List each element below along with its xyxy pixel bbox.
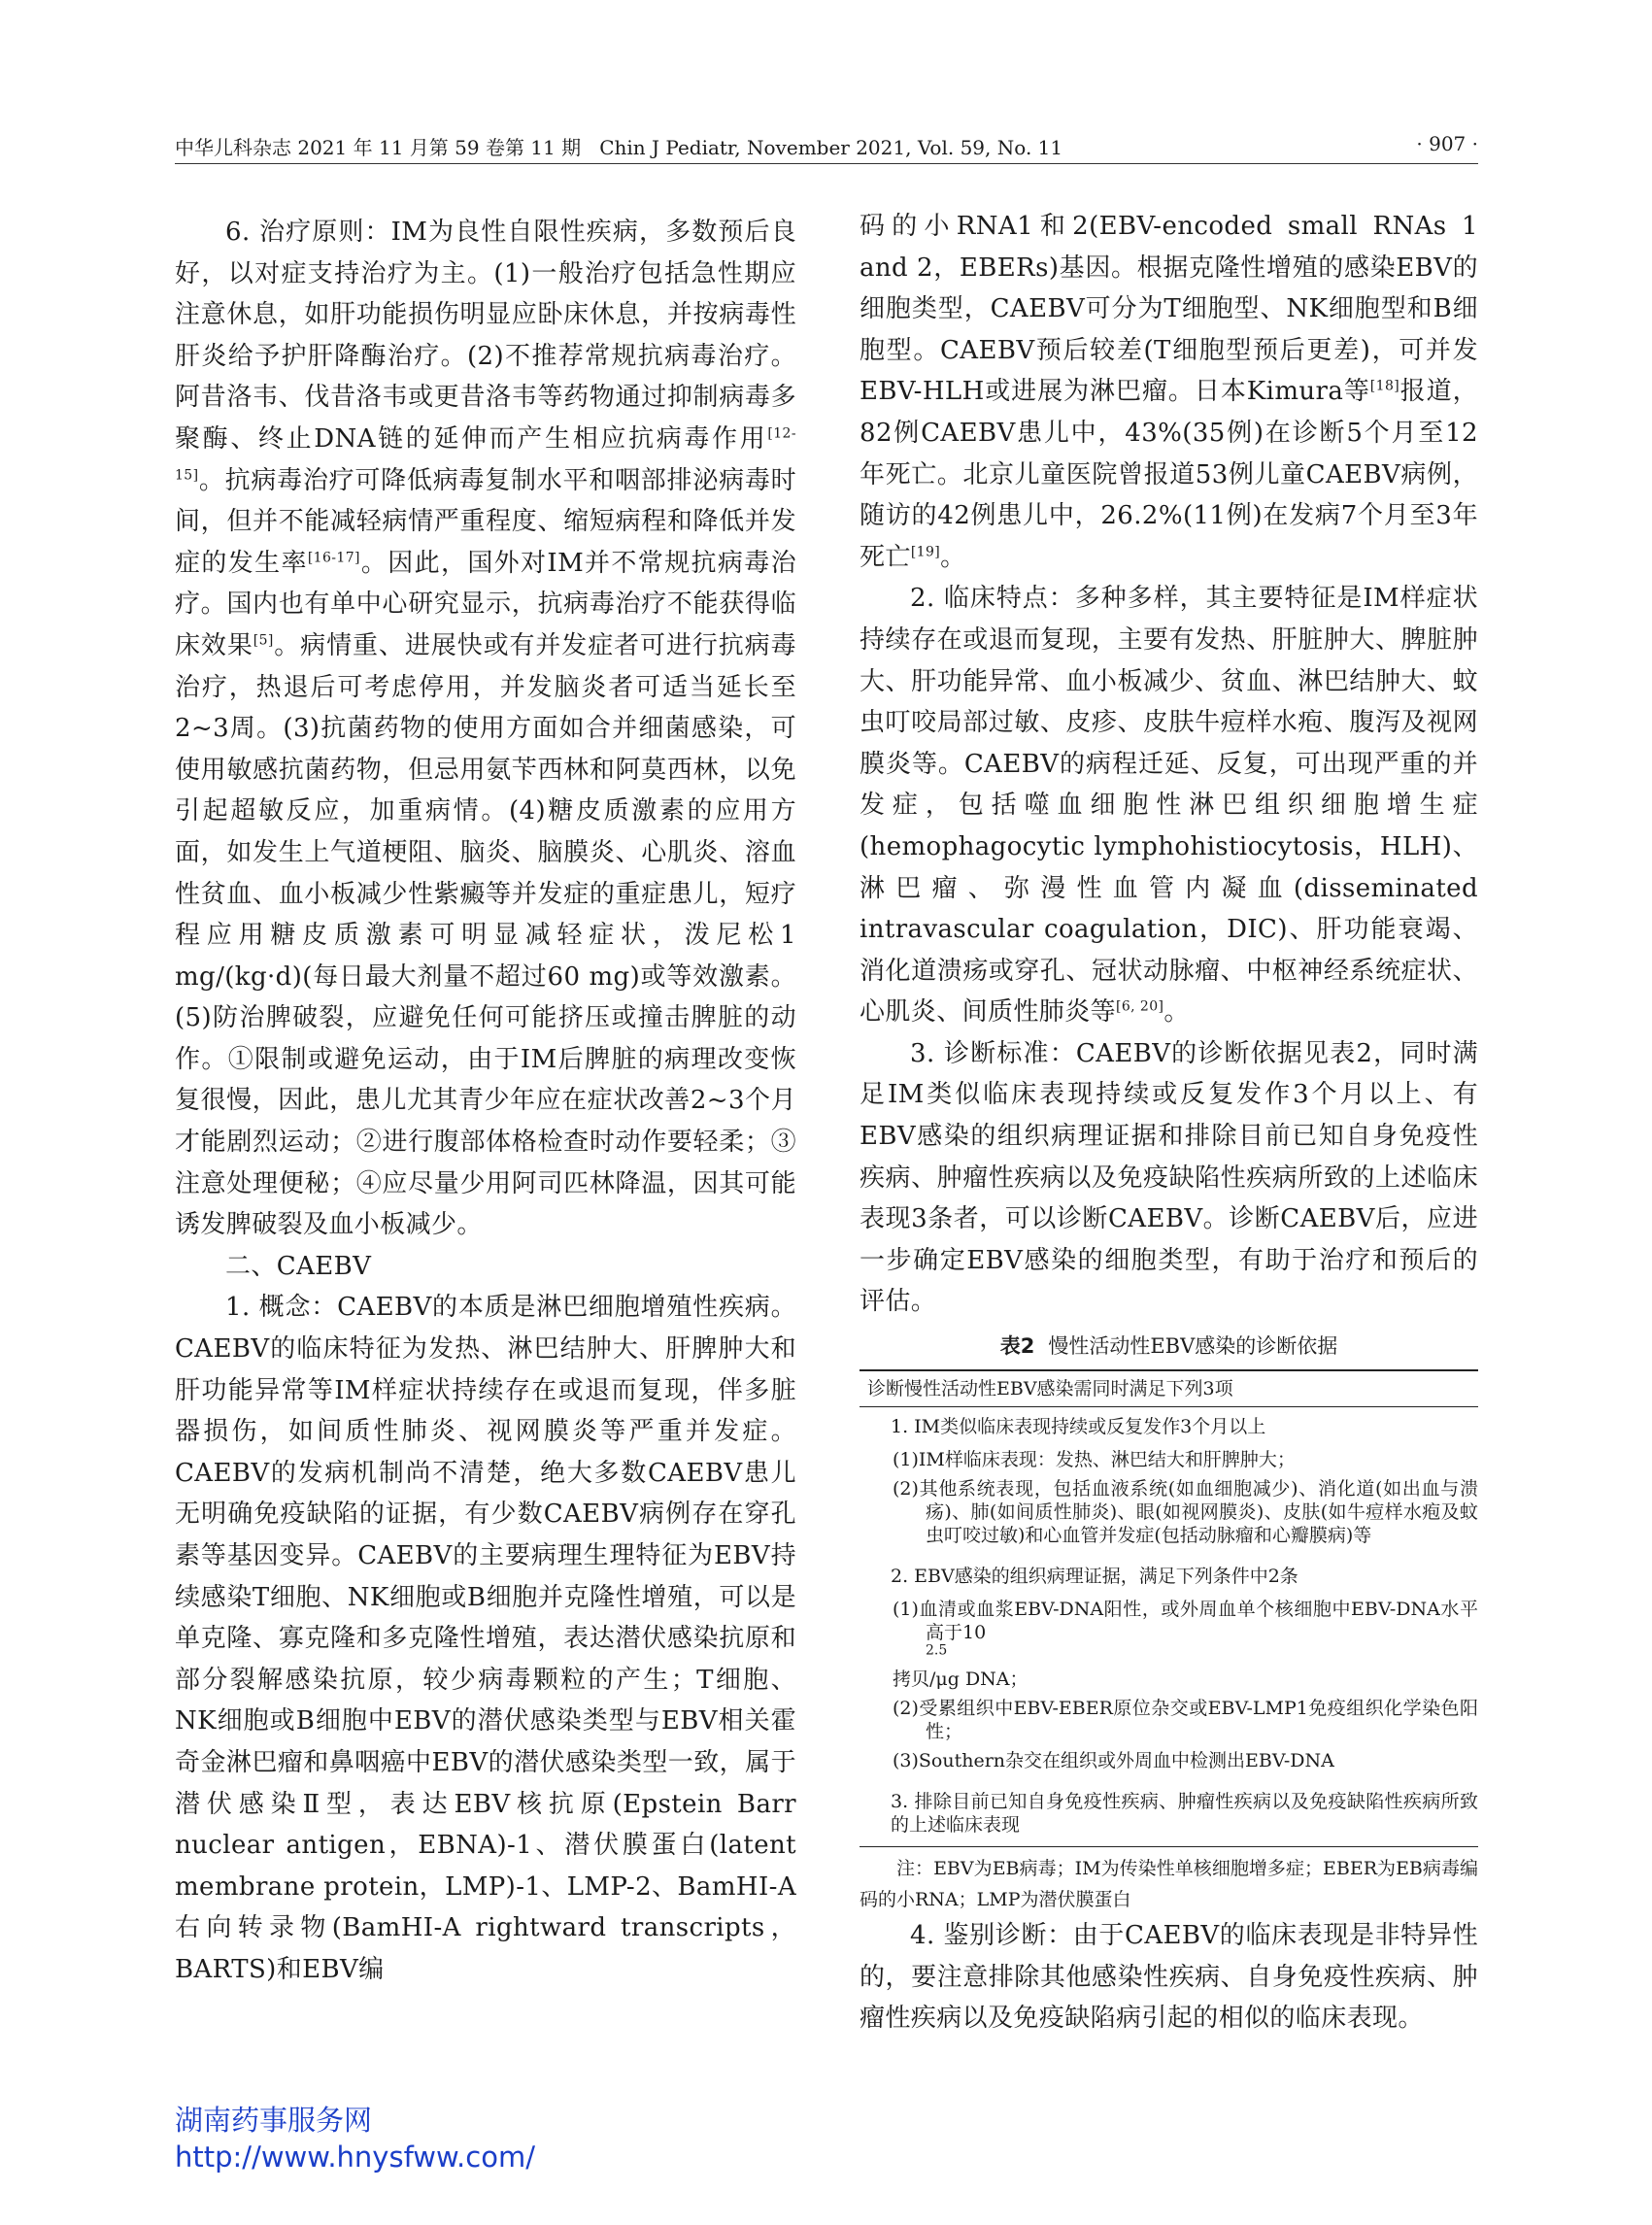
table-caption (860, 1334, 1478, 1358)
paragraph-clinical-features: 2. 临床特点：多种多样，其主要特征是IM样症状持续存在或退而复现，主要有发热、肝脏肿大、脾脏肿大、肝功能异常、血小板减少、贫血、淋巴结肿大、蚊虫叮咬局部过敏、皮疹、皮肤牛痘样水疱、腹泻及视网膜炎等。CAEBV的病程迁延、反复，可出现严重的并发症，包括噬血细胞性淋巴组织细胞增生症(hemophagocytic lymphohistiocytosis，HLH)、淋巴瘤、弥漫性血管内凝血(disseminated intravascular coagulation，DIC)、肝功能衰竭、消化道溃疡或穿孔、冠状动脉瘤、中枢神经系统症状、心肌炎、间质性肺炎等[6, 20]。 (860, 584, 1478, 1028)
table-item-2: 2. EBV感染的组织病理证据，满足下列条件中2条 (891, 1566, 1298, 1588)
table-label: 表2 (999, 1334, 1035, 1359)
page-number: · 907 · (1416, 132, 1478, 155)
right-column (860, 206, 1478, 2040)
table-title: 慢性活动性EBV感染的诊断依据 (1048, 1334, 1338, 1359)
table-subitem: (2)受累组织中EBV-EBER原位杂交或EBV-LMP1免疫组织化学染色阳性； (893, 1698, 1478, 1743)
left-column (175, 212, 796, 1991)
table-subitem: (2)其他系统表现，包括血液系统(如血细胞减少)、消化道(如出血与溃疡)、肺(如间质性肺炎)、眼(如视网膜炎)、皮肤(如牛痘样水疱及蚊虫叮咬过敏)和心血管并发症(包括动脉瘤和心瓣膜病)等 (893, 1478, 1478, 1547)
citation-ref: [12-15] (175, 425, 796, 483)
citation-ref: [16-17] (307, 550, 360, 566)
citation-ref: [18] (1369, 378, 1400, 394)
journal-citation (175, 132, 1062, 160)
table-bottom-rule (860, 1846, 1478, 1847)
journal-name-cn: 中华儿科杂志 2021 年 11 月第 59 卷第 11 期 (175, 136, 582, 159)
watermark-url[interactable]: http://www.hnysfww.com/ (175, 2141, 535, 2174)
section-heading: 二、CAEBV (225, 1251, 372, 1281)
paragraph-treatment: 6. 治疗原则：IM为良性自限性疾病，多数预后良好，以对症支持治疗为主。(1)一般治疗包括急性期应注意休息，如肝功能损伤明显应卧床休息，并按病毒性肝炎给予护肝降酶治疗。(2)不推荐常规抗病毒治疗。阿昔洛韦、伐昔洛韦或更昔洛韦等药物通过抑制病毒多聚酶、终止DNA链的延伸而产生相应抗病毒作用[12-15]。抗病毒治疗可降低病毒复制水平和咽部排泌病毒时间，但并不能减轻病情严重程度、缩短病程和降低并发症的发生率[16-17]。因此，国外对IM并不常规抗病毒治疗。国内也有单中心研究显示，抗病毒治疗不能获得临床效果[5]。病情重、进展快或有并发症者可进行抗病毒治疗，热退后可考虑停用，并发脑炎者可适当延长至2~3周。(3)抗菌药物的使用方面如合并细菌感染，可使用敏感抗菌药物，但忌用氨苄西林和阿莫西林，以免引起超敏反应，加重病情。(4)糖皮质激素的应用方面，如发生上气道梗阻、脑炎、脑膜炎、心肌炎、溶血性贫血、血小板减少性紫癜等并发症的重症患儿，短疗程应用糖皮质激素可明显减轻症状，泼尼松1 mg/(kg·d)(每日最大剂量不超过60 mg)或等效激素。(5)防治脾破裂，应避免任何可能挤压或撞击脾脏的动作。①限制或避免运动，由于IM后脾脏的病理改变恢复很慢，因此，患儿尤其青少年应在症状改善2~3个月才能剧烈运动；②进行腹部体格检查时动作要轻柔；③注意处理便秘；④应尽量少用阿司匹林降温，因其可能诱发脾破裂及血小板减少。 (175, 218, 796, 1240)
table-subitem: (1)血清或血浆EBV-DNA阳性，或外周血单个核细胞中EBV-DNA水平高于10 $^{2.5}$ 拷贝/μg DNA； (893, 1599, 1478, 1691)
table-subitem: (3)Southern杂交在组织或外周血中检测出EBV-DNA (893, 1750, 1334, 1772)
table-note: 注：EBV为EB病毒；IM为传染性单核细胞增多症；EBER为EB病毒编码的小RNA；LMP为潜伏膜蛋白 (860, 1858, 1478, 1911)
paragraph-continued: 码的小RNA1和2(EBV-encoded small RNAs 1 and 2，EBERs)基因。根据克隆性增殖的感染EBV的细胞类型，CAEBV可分为T细胞型、NK细胞型和B细胞型。CAEBV预后较差(T细胞型预后更差)，可并发EBV-HLH或进展为淋巴瘤。日本Kimura等[18]报道，82例CAEBV患儿中，43%(35例)在诊断5个月至12年死亡。北京儿童医院曾报道53例儿童CAEBV病例，随访的42例患儿中，26.2%(11例)在发病7个月至3年死亡[19]。 (860, 212, 1478, 572)
table-item-3: 3. 排除目前已知自身免疫性疾病、肿瘤性疾病以及免疫缺陷性疾病所致的上述临床表现 (891, 1791, 1478, 1837)
table-subitem: (1)IM样临床表现：发热、淋巴结大和肝脾肿大； (893, 1449, 1296, 1471)
citation-ref: [5] (253, 632, 274, 649)
diagnosis-table (860, 1334, 1478, 1915)
journal-name-en: Chin J Pediatr, November 2021, Vol. 59, No. 11 (599, 136, 1063, 159)
watermark (175, 2102, 535, 2175)
paragraph-diagnosis: 3. 诊断标准：CAEBV的诊断依据见表2，同时满足IM类似临床表现持续或反复发作3个月以上、有EBV感染的组织病理证据和排除目前已知自身免疫性疾病、肿瘤性疾病以及免疫缺陷性疾病所致的上述临床表现3条者，可以诊断CAEBV。诊断CAEBV后，应进一步确定EBV感染的细胞类型，有助于治疗和预后的评估。 (860, 1038, 1478, 1317)
table-header: 诊断慢性活动性EBV感染需同时满足下列3项 (867, 1378, 1233, 1400)
running-header (175, 130, 1478, 164)
citation-ref: [19] (910, 544, 941, 560)
paragraph-concept: 1. 概念：CAEBV的本质是淋巴细胞增殖性疾病。CAEBV的临床特征为发热、淋巴结肿大、肝脾肿大和肝功能异常等IM样症状持续存在或退而复现，伴多脏器损伤，如间质性肺炎、视网膜炎等严重并发症。CAEBV的发病机制尚不清楚，绝大多数CAEBV患儿无明确免疫缺陷的证据，有少数CAEBV病例存在穿孔素等基因变异。CAEBV的主要病理生理特征为EBV持续感染T细胞、NK细胞或B细胞并克隆性增殖，可以是单克隆、寡克隆和多克隆性增殖，表达潜伏感染抗原和部分裂解感染抗原，较少病毒颗粒的产生；T细胞、NK细胞或B细胞中EBV的潜伏感染类型与EBV相关霍奇金淋巴瘤和鼻咽癌中EBV的潜伏感染类型一致，属于潜伏感染Ⅱ型，表达EBV核抗原(Epstein Barr nuclear antigen，EBNA)-1、潜伏膜蛋白(latent membrane protein，LMP)-1、LMP-2、BamHI-A右向转录物(BamHI-A rightward transcripts，BARTS)和EBV编 (175, 1293, 796, 1984)
table-header-rule (860, 1406, 1478, 1407)
paragraph-differential-diagnosis: 4. 鉴别诊断：由于CAEBV的临床表现是非特异性的，要注意排除其他感染性疾病、自身免疫性疾病、肿瘤性疾病以及免疫缺陷病引起的相似的临床表现。 (860, 1921, 1478, 2034)
citation-ref: [6, 20] (1116, 998, 1164, 1015)
watermark-site-name: 湖南药事服务网 (175, 2104, 373, 2137)
table-item-1: 1. IM类似临床表现持续或反复发作3个月以上 (891, 1416, 1266, 1438)
